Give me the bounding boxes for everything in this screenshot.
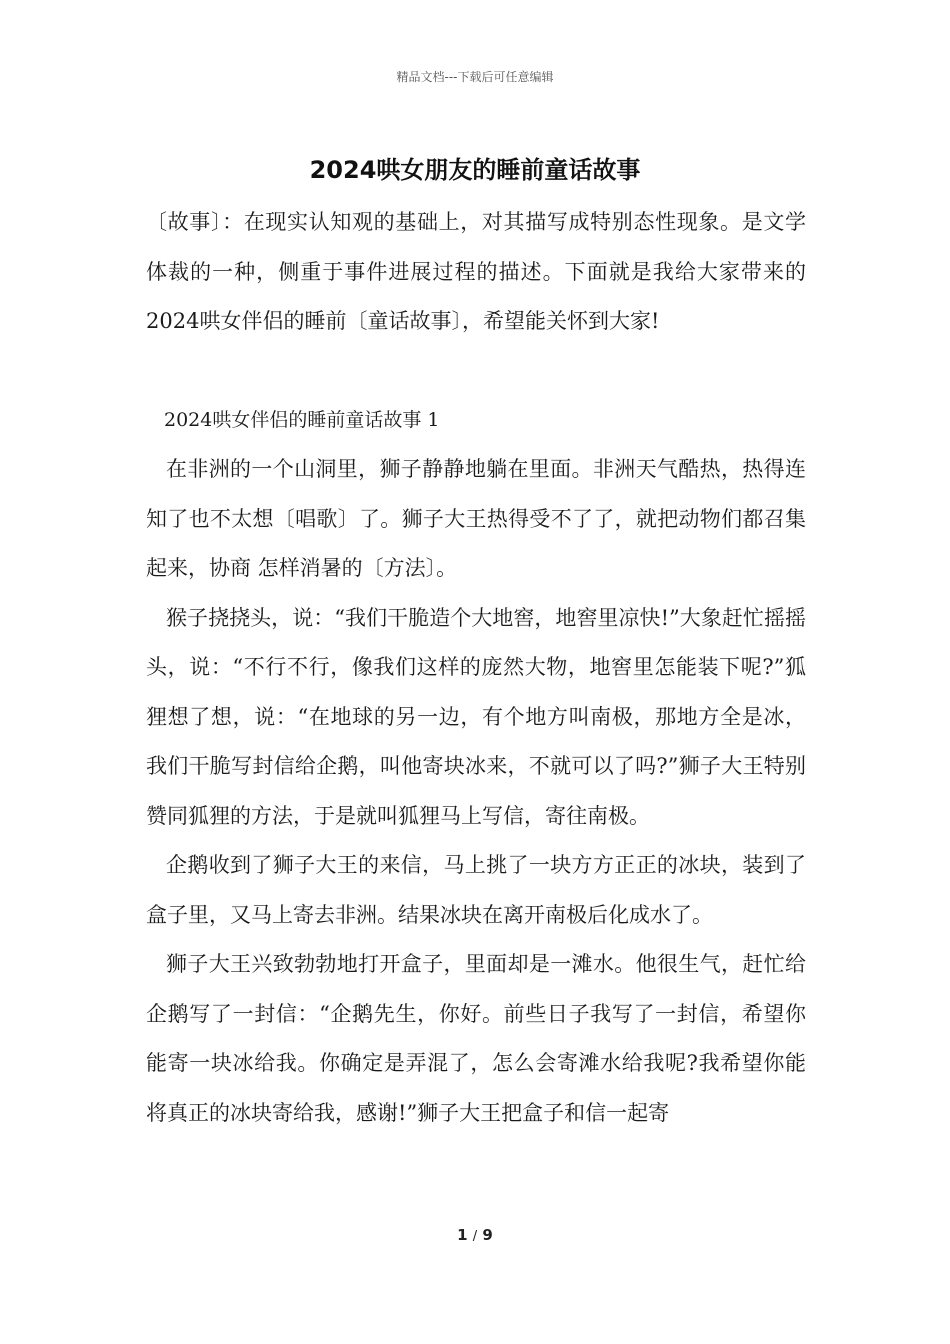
intro-paragraph: 〔故事〕：在现实认知观的基础上，对其描写成特别态性现象。是文学体裁的一种，侧重于事件进展过程的描述。下面就是我给大家带来的2024哄女伴侣的睡前〔童话故事〕，希望能关怀到大家! <box>146 210 806 333</box>
section-heading: 2024哄女伴侣的睡前童话故事 1 <box>164 409 440 431</box>
story-paragraph: 企鹅收到了狮子大王的来信，马上挑了一块方方正正的冰块，装到了盒子里，又马上寄去非洲。结果冰块在离开南极后化成水了。 <box>146 853 806 927</box>
document-title: 2024哄女朋友的睡前童话故事 <box>309 156 641 184</box>
page-number <box>0 1226 950 1244</box>
page-separator: / <box>472 1229 478 1244</box>
page-total: 9 <box>482 1226 493 1244</box>
intro-section <box>146 198 806 347</box>
story-paragraph: 狮子大王兴致勃勃地打开盒子，里面却是一滩水。他很生气，赶忙给企鹅写了一封信：“企鹅先生，你好。前些日子我写了一封信，希望你能寄一块冰给我。你确定是弄混了，怎么会寄滩水给我呢?我希望你能将真正的冰块寄给我，感谢!”狮子大王把盒子和信一起寄 <box>146 952 806 1125</box>
story-paragraph: 猴子挠挠头，说：“我们干脆造个大地窖，地窖里凉快!”大象赶忙摇摇头，说：“不行不行，像我们这样的庞然大物，地窖里怎能装下呢?”狐狸想了想，说：“在地球的另一边，有个地方叫南极，那地方全是冰，我们干脆写封信给企鹅，叫他寄块冰来，不就可以了吗?”狮子大王特别赞同狐狸的方法，于是就叫狐狸马上写信，寄往南极。 <box>146 605 806 828</box>
page-header <box>0 68 950 85</box>
story-body <box>146 445 806 1138</box>
story-paragraph: 在非洲的一个山洞里，狮子静静地躺在里面。非洲天气酷热，热得连知了也不太想〔唱歌〕了。狮子大王热得受不了了，就把动物们都召集起来，协商 怎样消暑的〔方法〕。 <box>146 457 806 580</box>
page-current: 1 <box>457 1226 468 1244</box>
header-text: 精品文档---下载后可任意编辑 <box>396 70 554 84</box>
